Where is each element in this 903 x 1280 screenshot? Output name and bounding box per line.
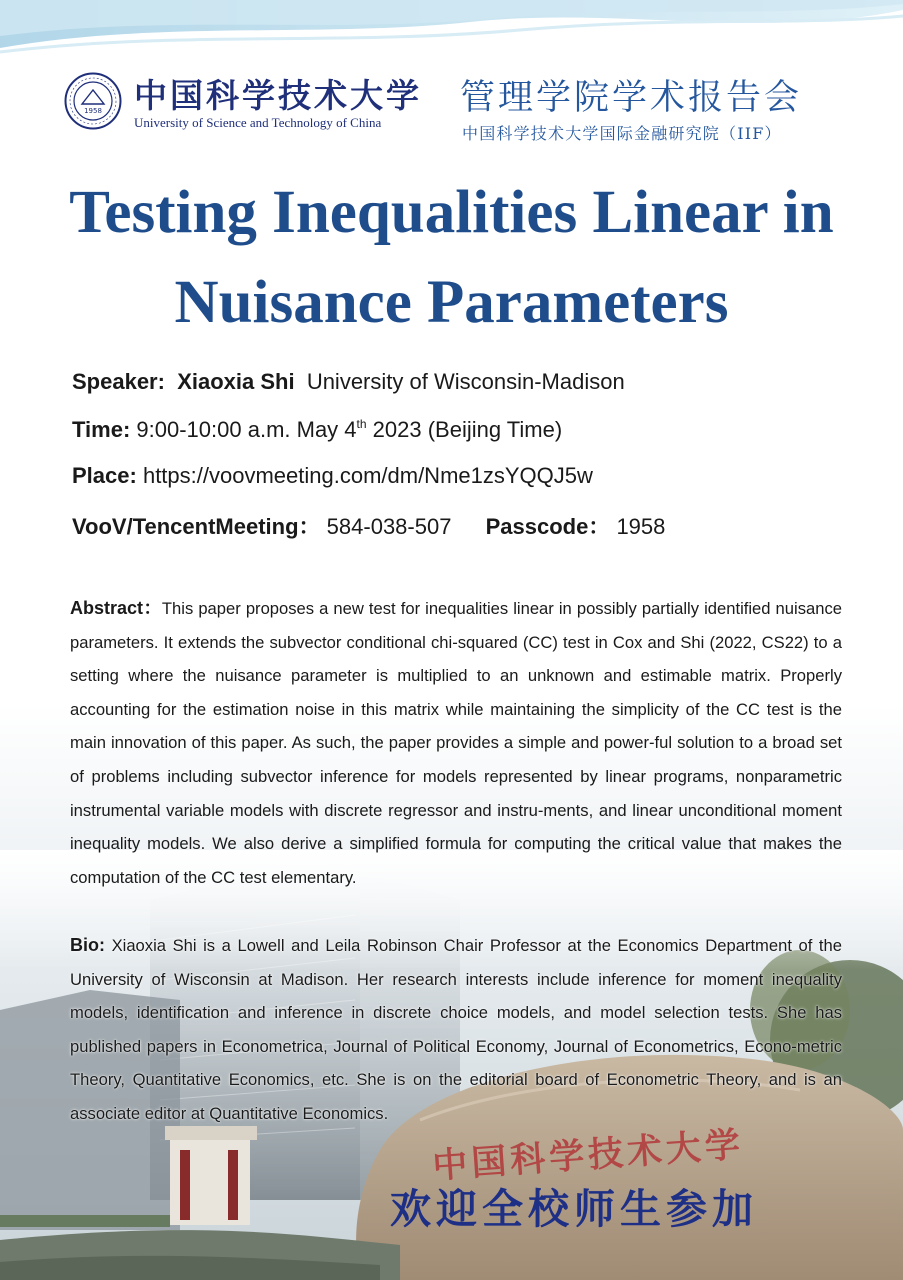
place-line bbox=[72, 463, 593, 489]
passcode-value: 1958 bbox=[616, 514, 666, 539]
meeting-label: VooV/TencentMeeting： bbox=[72, 514, 321, 539]
abstract-label: Abstract： bbox=[70, 598, 162, 618]
welcome-banner: 欢迎全校师生参加 bbox=[390, 1185, 758, 1233]
meeting-url-link[interactable]: https://voovmeeting.com/dm/Nme1zsYQQJ5w bbox=[142, 463, 593, 488]
talk-title bbox=[0, 168, 903, 348]
rock-engraving-text: 中国科学技术大学 bbox=[431, 1124, 746, 1187]
abstract-text: This paper proposes a new test for inequalities linear in possibly partially identified nuisance parameters. It extends the subvector conditional chi-squared (CC) test in Cox and Shi (2022, CS22) to a setting where the nuisance parameter is multiplied to an unknown and estimable matrix. Properly accounting for the estimation noise in this matrix while maintaining the simplicity of the CC test is the main innovation of this paper. As such, the paper provides a simple and power-ful solution to a broad set of problems including subvector inference for models represented by linear programs, nonparametric instrumental variable models with discrete regressor and instru-ments, and linear unconditional moment inequality models. We also derive a simplified formula for computing the critical value that makes the computation of the CC test elementary. bbox=[70, 599, 842, 887]
institute-name: 中国科学技术大学国际金融研究院（IIF） bbox=[462, 124, 782, 143]
passcode-label: Passcode： bbox=[485, 514, 611, 539]
date-ordinal-suffix: th bbox=[356, 417, 367, 431]
bio-paragraph bbox=[70, 929, 842, 1131]
time-label: Time: bbox=[72, 417, 131, 442]
speaker-name: Xiaoxia Shi bbox=[177, 369, 295, 394]
bio-text: Xiaoxia Shi is a Lowell and Leila Robinson Chair Professor at the Economics Department of the University of Wisconsin at Madison. Her research interests include inference for moment inequality models, identification and inference in discrete choice models, and model selection tests. She has published papers in Econometrica, Journal of Political Economy, Journal of Econometrics, Econo-metric Theory, Quantitative Economics, etc. She is on the editorial board of Econometric Theory, and is an associate editor at Quantitative Economics. bbox=[70, 936, 842, 1123]
meeting-line bbox=[72, 510, 665, 541]
seal-year: 1958 bbox=[84, 107, 102, 115]
meeting-id: 584-038-507 bbox=[326, 514, 452, 539]
time-value: 9:00-10:00 a.m. May 4th 2023 (Beijing Time) bbox=[136, 417, 563, 442]
university-name-cn: 中国科学技术大学 bbox=[134, 76, 422, 115]
place-label: Place: bbox=[72, 463, 137, 488]
talk-title-line-2: Nuisance Parameters bbox=[174, 269, 729, 336]
speaker-line bbox=[72, 369, 625, 395]
talk-title-line-1: Testing Inequalities Linear in bbox=[69, 179, 834, 246]
speaker-label: Speaker: bbox=[72, 369, 165, 394]
abstract-paragraph bbox=[70, 592, 842, 894]
ustc-seal-logo bbox=[64, 72, 122, 130]
bio-label: Bio: bbox=[70, 935, 105, 955]
time-line bbox=[72, 417, 562, 443]
seminar-series-title: 管理学院学术报告会 bbox=[460, 78, 803, 118]
university-name-en: University of Science and Technology of China bbox=[134, 115, 382, 130]
speaker-affiliation: University of Wisconsin-Madison bbox=[306, 369, 625, 394]
